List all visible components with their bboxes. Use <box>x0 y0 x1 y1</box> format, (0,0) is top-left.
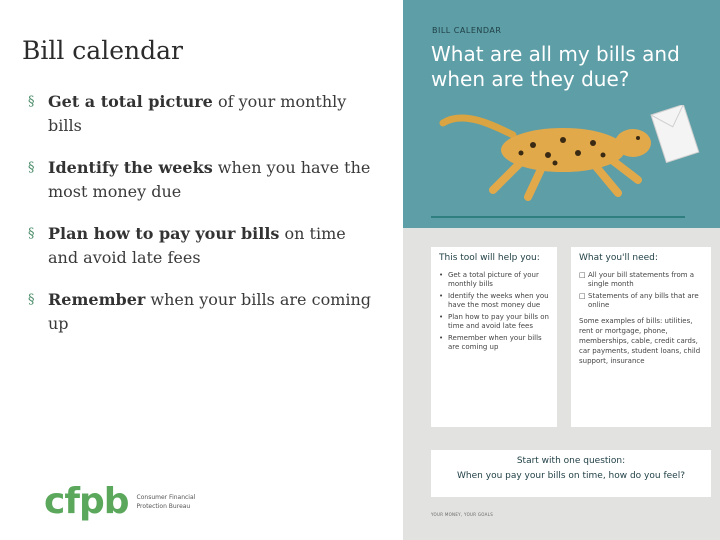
bullet-text: of your monthly bills <box>48 92 347 135</box>
logo-line-1: Consumer Financial <box>136 494 196 501</box>
help-card <box>431 247 557 427</box>
need-list <box>579 271 703 310</box>
bullet-bold-text: Identify the weeks <box>48 158 213 177</box>
bullet-marker: § <box>28 160 35 175</box>
header-divider <box>431 216 685 218</box>
need-item: □ Statements of any bills that are online <box>579 292 703 310</box>
document-header <box>403 0 720 228</box>
bullet-text: when you have the most money due <box>48 158 371 201</box>
bullet-bold-text: Get a total picture <box>48 92 213 111</box>
help-list <box>439 271 549 352</box>
examples-text: Some examples of bills: utilities, rent or mortgage, phone, memberships, cable, credit cards, car payments, student loans, child support, insurance <box>579 317 701 365</box>
question-card <box>431 450 711 497</box>
bullet-text: on time and avoid late fees <box>48 224 346 267</box>
bullet-item <box>28 90 378 138</box>
logo-line-2: Protection Bureau <box>136 503 191 510</box>
help-item: • Identify the weeks when you have the most money due <box>439 292 549 310</box>
bullet-item <box>28 222 378 270</box>
bullet-marker: § <box>28 226 35 241</box>
document-kicker: BILL CALENDAR <box>432 26 502 35</box>
bullet-item <box>28 156 378 204</box>
slide-title: Bill calendar <box>22 36 183 65</box>
bullet-text: when your bills are coming up <box>48 290 372 333</box>
question-text: When you pay your bills on time, how do you feel? <box>457 471 685 481</box>
bullet-item <box>28 288 378 336</box>
need-card-title: What you'll need: <box>579 253 658 263</box>
bullet-list <box>28 90 378 354</box>
document-preview <box>403 0 720 540</box>
bullet-marker: § <box>28 292 35 307</box>
question-card-title: Start with one question: <box>516 456 626 466</box>
bullet-bold-text: Remember <box>48 290 146 309</box>
bullet-bold-text: Plan how to pay your bills <box>48 224 280 243</box>
need-card <box>571 247 711 427</box>
document-headline: What are all my bills and when are they due? <box>431 42 680 91</box>
help-item: • Get a total picture of your monthly bills <box>439 271 549 289</box>
help-item: • Remember when your bills are coming up <box>439 334 549 352</box>
help-item: • Plan how to pay your bills on time and avoid late fees <box>439 313 549 331</box>
help-card-title: This tool will help you: <box>439 253 540 263</box>
logo-mark: cfpb <box>44 481 129 522</box>
cheetah-illustration <box>433 105 703 205</box>
document-footer: YOUR MONEY, YOUR GOALS <box>431 512 494 517</box>
need-item: □ All your bill statements from a single month <box>579 271 703 289</box>
bullet-marker: § <box>28 94 35 109</box>
cfpb-logo <box>44 481 207 522</box>
logo-text <box>137 493 207 511</box>
